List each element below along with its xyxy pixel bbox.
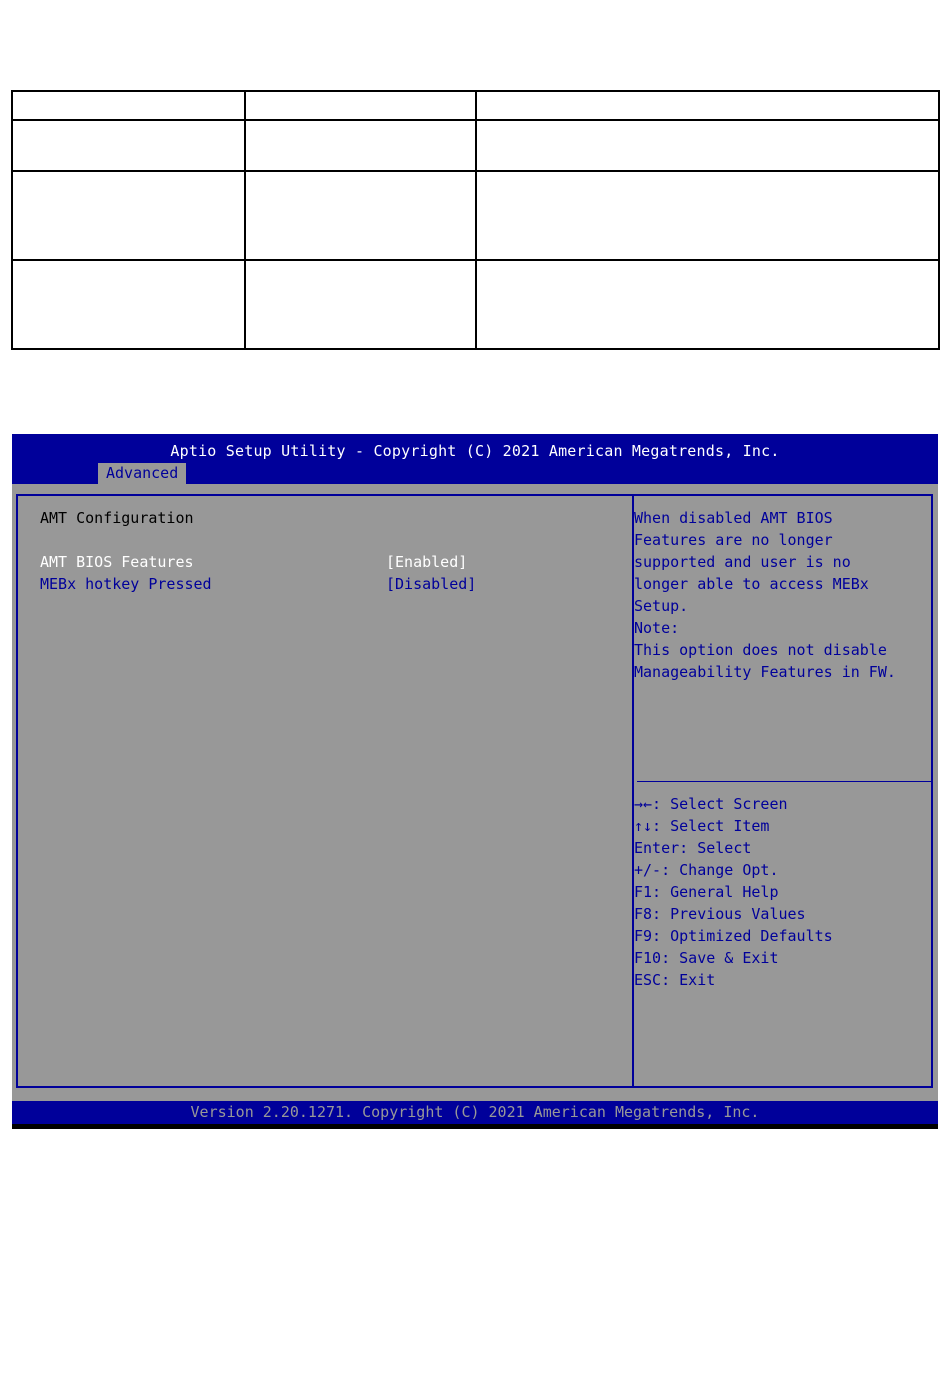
help-text <box>634 507 896 683</box>
empty-document-table <box>11 90 940 350</box>
help-line: Setup. <box>634 597 689 615</box>
table-cell <box>245 260 476 349</box>
help-line: Features are no longer <box>634 531 833 549</box>
option-mebx-hotkey-pressed[interactable]: MEBx hotkey Pressed <box>40 575 212 593</box>
table-cell <box>245 171 476 260</box>
key-hint: →←: Select Screen <box>634 795 788 813</box>
key-legend <box>634 793 833 991</box>
table-cell <box>12 120 245 171</box>
tab-advanced[interactable]: Advanced <box>98 463 186 484</box>
bios-setup-screen <box>12 434 938 1129</box>
table-cell <box>476 260 939 349</box>
key-hint: F10: Save & Exit <box>634 949 779 967</box>
table-cell <box>476 120 939 171</box>
table-cell <box>12 260 245 349</box>
table-cell <box>245 120 476 171</box>
section-title: AMT Configuration <box>40 509 194 527</box>
bios-title: Aptio Setup Utility - Copyright (C) 2021 American Megatrends, Inc. <box>170 442 780 460</box>
help-line: When disabled AMT BIOS <box>634 509 833 527</box>
option-amt-bios-features[interactable]: AMT BIOS Features <box>40 553 194 571</box>
help-line: supported and user is no <box>634 553 851 571</box>
help-line: longer able to access MEBx <box>634 575 869 593</box>
bios-footer <box>12 1101 938 1124</box>
help-divider <box>637 781 932 782</box>
table-cell <box>476 171 939 260</box>
option-mebx-hotkey-pressed-value[interactable]: [Disabled] <box>386 575 477 593</box>
key-hint: ↑↓: Select Item <box>634 817 770 835</box>
key-hint: Enter: Select <box>634 839 752 857</box>
table-row <box>12 260 939 349</box>
option-amt-bios-features-value[interactable]: [Enabled] <box>386 553 468 571</box>
version-text: Version 2.20.1271. Copyright (C) 2021 American Megatrends, Inc. <box>190 1103 760 1121</box>
table-row <box>12 120 939 171</box>
table-cell <box>476 91 939 120</box>
help-line: Manageability Features in FW. <box>634 663 896 681</box>
key-hint: +/-: Change Opt. <box>634 861 779 879</box>
help-line: This option does not disable <box>634 641 887 659</box>
bios-header <box>12 434 938 484</box>
table-row <box>12 91 939 120</box>
key-hint: ESC: Exit <box>634 971 716 989</box>
table-cell <box>12 171 245 260</box>
key-hint: F9: Optimized Defaults <box>634 927 833 945</box>
key-hint: F1: General Help <box>634 883 779 901</box>
table-cell <box>12 91 245 120</box>
bios-main-panel <box>16 494 933 1088</box>
help-line: Note: <box>634 619 680 637</box>
table-row <box>12 171 939 260</box>
table-cell <box>245 91 476 120</box>
key-hint: F8: Previous Values <box>634 905 806 923</box>
